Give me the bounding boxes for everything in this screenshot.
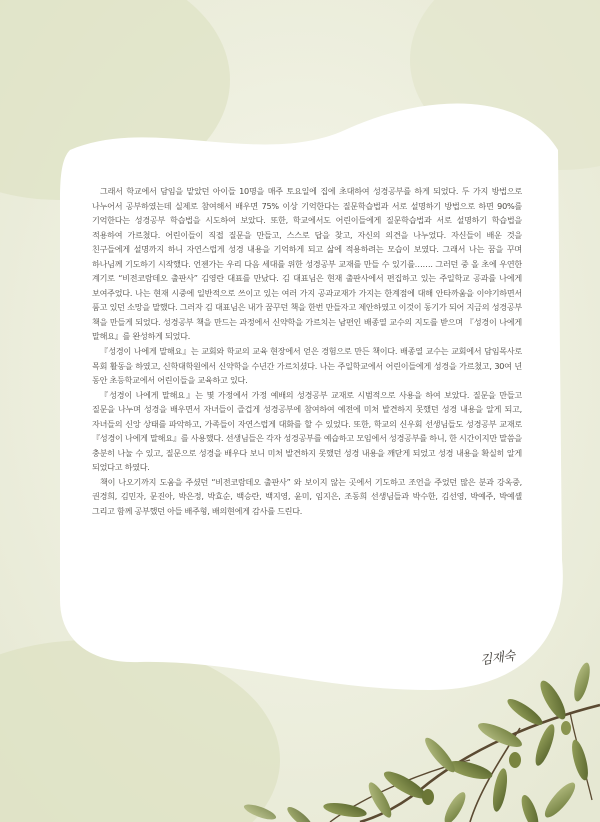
paragraph: 『성경이 나에게 말해요』는 몇 가정에서 가정 예배의 성경공부 교재로 시범적으로 사용을 하여 보았다. 질문을 만들고 질문을 나누며 성경을 배우면서 자녀들이 즐겁게 성경공부에 참여하여 예전에 미처 발견하지 못했던 성경 내용을 알게 되고, 자녀들의 신앙 상태를 파악하고, 가족들이 자연스럽게 대화를 할 수 있었다. 또한, 학교의 신우회 선생님들도 성경공부 교재로 『성경이 나에게 말해요』를 사용했다. 선생님들은 각자 성경공부를 예습하고 모임에서 성경공부를 하니, 한 시간이지만 말씀을 충분히 나눌 수 있고, 질문으로 성경을 배우다 보니 미처 발견하지 못했던 성경 내용을 깨닫게 되었고 성경 내용을 확실히 알게 되었다고 하였다. (92, 389, 522, 473)
paragraph: 책이 나오기까지 도움을 주셨던 “비전코람데오 출판사” 와 보이지 않는 곳에서 기도하고 조언을 주었던 많은 분과 강옥중, 권경희, 김민자, 문진아, 박은정, 박효순, 백승란, 백지영, 윤미, 임지은, 조동희 선생님들과 박수한, 김선영, 박예주, 박예셸 그리고 함께 공부했던 아들 배주형, 배의현에게 감사를 드린다. (92, 476, 522, 517)
document-body (92, 184, 522, 519)
olive-fruit (561, 721, 571, 735)
paragraph: 『성경이 나에게 말해요』는 교회와 학교의 교육 현장에서 얻은 경험으로 만든 책이다. 배종열 교수는 교회에서 담임목사로 목회 활동을 하였고, 신학대학원에서 신약학을 수년간 가르치셨다. 나는 주일학교에서 어린이들에게 성경을 가르쳤고, 30여 년 동안 초등학교에서 어린이들을 교육하고 있다. (92, 346, 522, 386)
paragraph: 그래서 학교에서 담임을 맡았던 아이들 10명을 매주 토요일에 집에 초대하여 성경공부를 하게 되었다. 두 가지 방법으로 나누어서 공부하였는데 실제로 참여해서 배우면 75% 이상 기억한다는 질문학습법과 서로 설명하기 방법으로 하면 90%를 기억한다는 성경공부 학습법을 시도하여 보았다. 또한, 학교에서도 어린이들에게 질문학습법과 서로 설명하기 학습법을 적용하여 가르쳤다. 어린이들이 직접 질문을 만들고, 스스로 답을 찾고, 자신의 의견을 나누었다. 자신들이 배운 것을 친구들에게 설명까지 하니 자연스럽게 성경 내용을 기억하게 되고 삶에 적용하려는 모습이 보였다. 그래서 나는 꿈을 꾸며 하나님께 기도하기 시작했다. 언젠가는 우리 다음 세대를 위한 성경공부 교재를 만들 수 있기를……. 그러던 중 올 초에 우연한 계기로 “비전코람데오 출판사” 김영란 대표를 만났다. 김 대표님은 현재 출판사에서 편집하고 있는 주일학교 공과를 나에게 보여주었다. 나는 현재 시중에 일반적으로 쓰이고 있는 여러 가지 공과교재가 가지는 한계점에 대해 안타까움을 이야기하면서 품고 있던 소망을 말했다. 그러자 김 대표님은 내가 꿈꾸던 책을 한번 만들자고 제안하였고 이것이 동기가 되어 지금의 성경공부 책을 만들게 되었다. 성경공부 책을 만드는 과정에서 신약학을 가르치는 남편인 배종열 교수의 지도를 받으며 『성경이 나에게 말해요』를 완성하게 되었다. (92, 186, 522, 342)
olive-fruit (422, 789, 434, 805)
author-signature: 김재숙 (479, 647, 516, 668)
olive-fruit (509, 752, 521, 768)
